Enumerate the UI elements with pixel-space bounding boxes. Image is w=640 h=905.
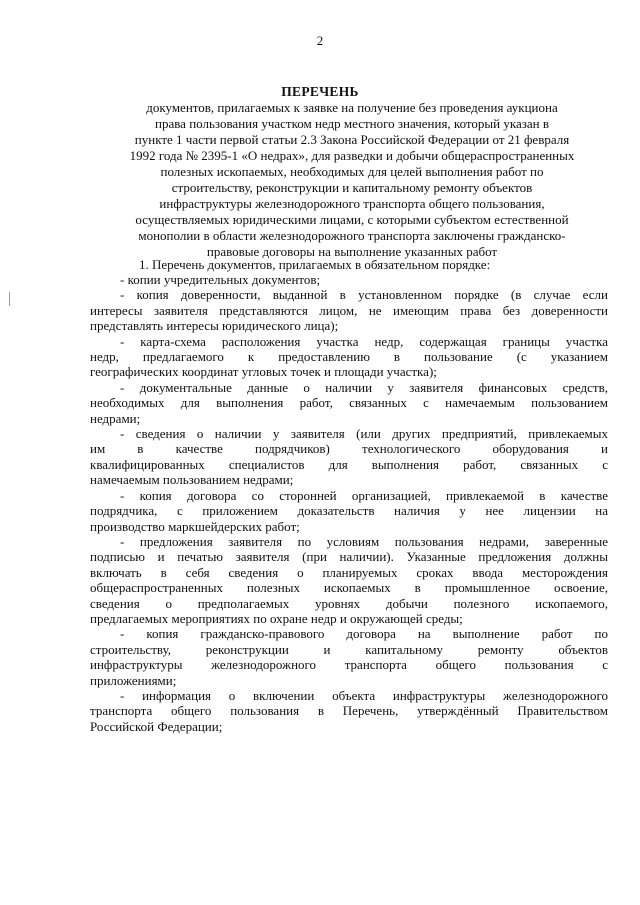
list-item bbox=[90, 287, 608, 333]
subtitle-line: 1992 года № 2395-1 «О недрах», для разведки и добычи общераспространенных bbox=[129, 148, 575, 163]
list-item-line: квалифицированных специалистов для выполнения работ, связанных с bbox=[90, 456, 608, 472]
list-item bbox=[90, 426, 608, 488]
list-item-line: им в качестве подрядчиков) технологического оборудования и bbox=[90, 441, 608, 457]
document-subtitle bbox=[86, 100, 618, 260]
list-item-line: транспорта общего пользования в Перечень, утверждённый Правительством bbox=[90, 703, 608, 719]
section-title: 1. Перечень документов, прилагаемых в обязательном порядке: bbox=[139, 257, 491, 272]
list-item-line: общераспространенных полезных ископаемых в промышленное освоение, bbox=[90, 580, 608, 596]
list-item-line: - документальные данные о наличии у заявителя финансовых средств, bbox=[120, 379, 608, 395]
list-item-line: географических координат угловых точек и площади участка); bbox=[90, 364, 437, 380]
subtitle-line: инфраструктуры железнодорожного транспорта общего пользования, bbox=[159, 196, 545, 211]
list-item bbox=[90, 688, 608, 734]
list-item-line: интересы заявителя представляются лицом, не имеющим права без доверенности bbox=[90, 302, 608, 318]
subtitle-line: документов, прилагаемых к заявке на получение без проведения аукциона bbox=[146, 100, 558, 115]
list-item-line: намечаемым пользованием недрами; bbox=[90, 472, 294, 488]
list-item-line: - копия гражданско-правового договора на выполнение работ по bbox=[120, 626, 608, 642]
list-item bbox=[90, 488, 608, 534]
list-item-line: строительству, реконструкции и капитальному ремонту объектов bbox=[90, 641, 608, 657]
scan-edge-mark bbox=[9, 292, 10, 306]
list-item bbox=[90, 380, 608, 426]
subtitle-line: права пользования участком недр местного значения, который указан в bbox=[154, 116, 550, 131]
list-item-line: недр, предлагаемого к предоставлению в пользование (с указанием bbox=[90, 349, 608, 365]
list-item-line: подрядчика, с приложением доказательств наличия у нее лицензии на bbox=[90, 503, 608, 519]
subtitle-line: правовые договоры на выполнение указанных работ bbox=[206, 244, 498, 259]
list-item-line: подписью и печатью заявителя (при наличии). Указанные предложения должны bbox=[90, 549, 608, 565]
page-number: 2 bbox=[316, 33, 324, 48]
list-item-line: включать в себя сведения о планируемых сроках ввода месторождения bbox=[90, 564, 608, 580]
subtitle-line: строительству, реконструкции и капитальному ремонту объектов bbox=[171, 180, 533, 195]
list-item bbox=[90, 272, 608, 287]
list-item-line: - информация о включении объекта инфраструктуры железнодорожного bbox=[120, 687, 608, 703]
list-item-line: сведения о предполагаемых уровнях добычи полезного ископаемого, bbox=[90, 595, 608, 611]
subtitle-line: осуществляемых юридическими лицами, с которыми субъектом естественной bbox=[135, 212, 569, 227]
list-item-line: - копии учредительных документов; bbox=[120, 272, 321, 287]
subtitle-line: пункте 1 части первой статьи 2.3 Закона Российской Федерации от 21 февраля bbox=[134, 132, 570, 147]
list-item-line: - сведения о наличии у заявителя (или других предприятий, привлекаемых bbox=[120, 426, 608, 442]
list-item bbox=[90, 626, 608, 688]
list-item-line: представлять интересы юридического лица); bbox=[90, 318, 339, 334]
list-item bbox=[90, 334, 608, 380]
list-item-line: - копия доверенности, выданной в установленном порядке (в случае если bbox=[120, 287, 608, 303]
list-item-line: Российской Федерации; bbox=[90, 718, 223, 734]
list-item-line: приложениями; bbox=[90, 672, 177, 688]
document-heading: ПЕРЕЧЕНЬ bbox=[281, 84, 359, 99]
list-item-line: производство маркшейдерских работ; bbox=[90, 518, 300, 534]
subtitle-line: полезных ископаемых, необходимых для целей выполнения работ по bbox=[160, 164, 544, 179]
subtitle-line: монополии в области железнодорожного транспорта заключены гражданско- bbox=[138, 228, 566, 243]
list-item-line: инфраструктуры железнодорожного транспорта общего пользования с bbox=[90, 657, 608, 673]
list-item bbox=[90, 534, 608, 626]
list-item-line: - копия договора со сторонней организацией, привлекаемой в качестве bbox=[120, 487, 608, 503]
list-item-line: предлагаемых мероприятиях по охране недр и окружающей среды; bbox=[90, 610, 463, 626]
list-item-line: необходимых для выполнения работ, связанных с намечаемым пользованием bbox=[90, 395, 608, 411]
list-item-line: - карта-схема расположения участка недр, содержащая границы участка bbox=[120, 333, 608, 349]
list-item-line: недрами; bbox=[90, 410, 141, 426]
list-item-line: - предложения заявителя по условиям пользования недрами, заверенные bbox=[120, 533, 608, 549]
required-documents-list bbox=[90, 272, 608, 734]
